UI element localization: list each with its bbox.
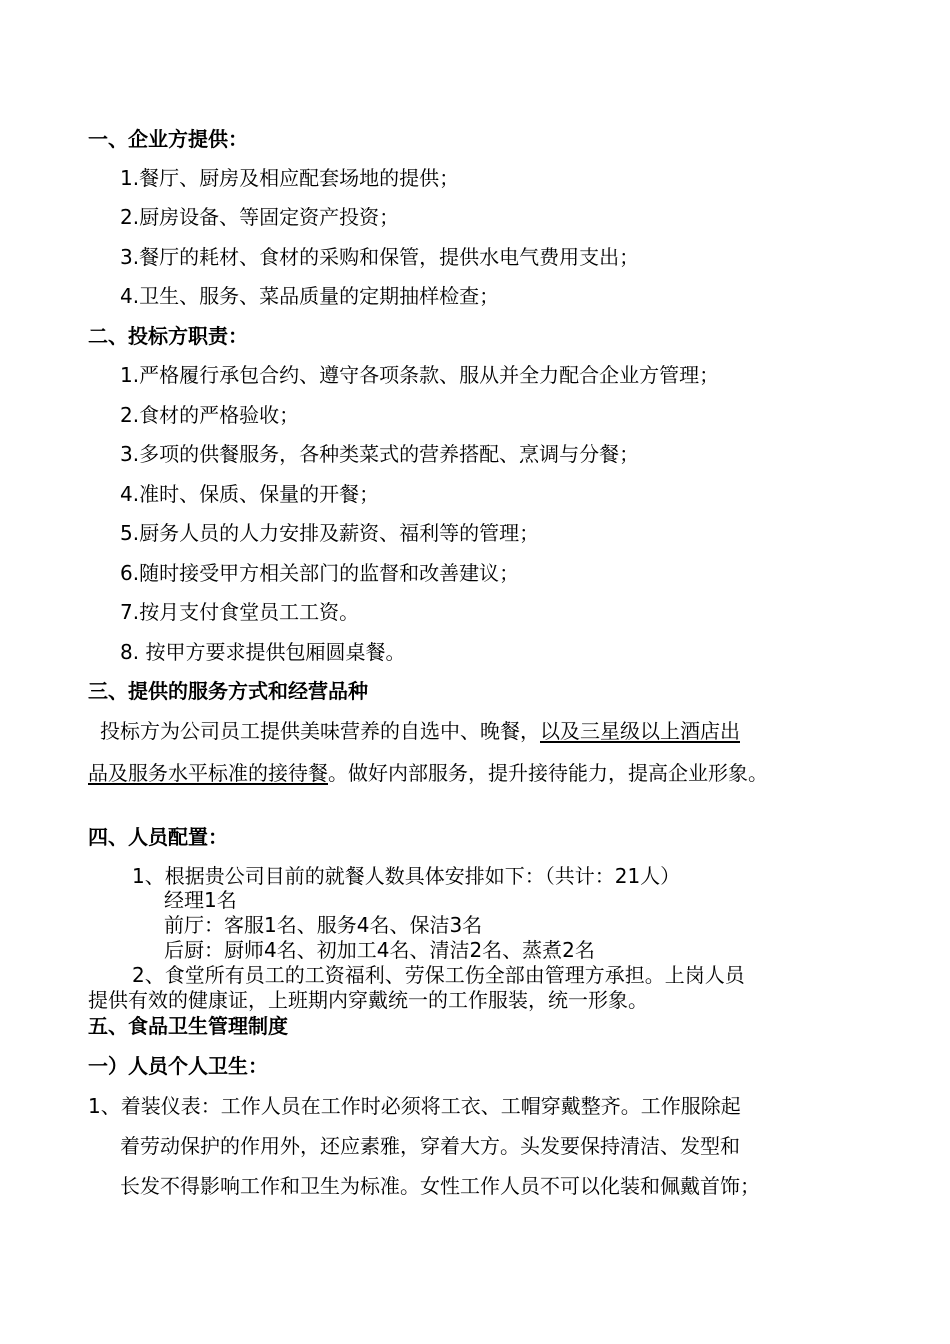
section1-item-1: 1.餐厅、厨房及相应配套场地的提供； (120, 166, 460, 190)
section2-item-7: 7.按月支付食堂员工工资。 (120, 600, 360, 624)
section3-line-1 (100, 719, 740, 743)
section1-item-4: 4.卫生、服务、菜品质量的定期抽样检查； (120, 284, 500, 308)
section1-item-3: 3.餐厅的耗材、食材的采购和保管，提供水电气费用支出； (120, 245, 640, 269)
section3-line-1-text: 投标方为公司员工提供美味营养的自选中、晚餐， (100, 719, 540, 743)
section5-paragraph-line-1: 1、着装仪表：工作人员在工作时必须将工衣、工帽穿戴整齐。工作服除起 (88, 1094, 741, 1118)
section5-paragraph-line-2: 着劳动保护的作用外，还应素雅，穿着大方。头发要保持清洁、发型和 (120, 1134, 740, 1158)
section1-item-2: 2.厨房设备、等固定资产投资； (120, 205, 400, 229)
section1-heading: 一、企业方提供： (88, 127, 248, 151)
section2-item-2: 2.食材的严格验收； (120, 403, 300, 427)
section5-heading: 五、食品卫生管理制度 (88, 1014, 288, 1038)
section4-line-1: 1、根据贵公司目前的就餐人数具体安排如下：（共计：21人） (132, 864, 681, 888)
section4-manager: 经理1名 (164, 888, 237, 912)
section2-item-5: 5.厨务人员的人力安排及薪资、福利等的管理； (120, 521, 540, 545)
section4-kitchen: 后厨：厨师4名、初加工4名、清洁2名、蒸煮2名 (164, 938, 595, 962)
section2-item-1: 1.严格履行承包合约、遵守各项条款、服从并全力配合企业方管理； (120, 363, 720, 387)
section5-subheading: 一）人员个人卫生： (88, 1054, 268, 1078)
section3-line-2-underlined: 品及服务水平标准的接待餐 (88, 761, 328, 785)
section3-heading: 三、提供的服务方式和经营品种 (88, 679, 368, 703)
section4-front-hall: 前厅：客服1名、服务4名、保洁3名 (164, 913, 483, 937)
section2-item-4: 4.准时、保质、保量的开餐； (120, 482, 380, 506)
section4-heading: 四、人员配置： (88, 825, 228, 849)
section2-item-8: 8. 按甲方要求提供包厢圆桌餐。 (120, 640, 406, 664)
section2-item-6: 6.随时接受甲方相关部门的监督和改善建议； (120, 561, 520, 585)
section3-line-1-underlined: 以及三星级以上酒店出 (540, 719, 740, 743)
section3-line-2 (88, 761, 768, 785)
section2-heading: 二、投标方职责： (88, 324, 248, 348)
section5-paragraph-line-3: 长发不得影响工作和卫生为标准。女性工作人员不可以化装和佩戴首饰； (120, 1174, 760, 1198)
section4-line-2: 2、食堂所有员工的工资福利、劳保工伤全部由管理方承担。上岗人员 (132, 963, 745, 987)
section4-line-3: 提供有效的健康证，上班期内穿戴统一的工作服装，统一形象。 (88, 988, 648, 1012)
section2-item-3: 3.多项的供餐服务，各种类菜式的营养搭配、烹调与分餐； (120, 442, 640, 466)
section3-line-2-text: 。做好内部服务，提升接待能力，提高企业形象。 (328, 761, 768, 785)
